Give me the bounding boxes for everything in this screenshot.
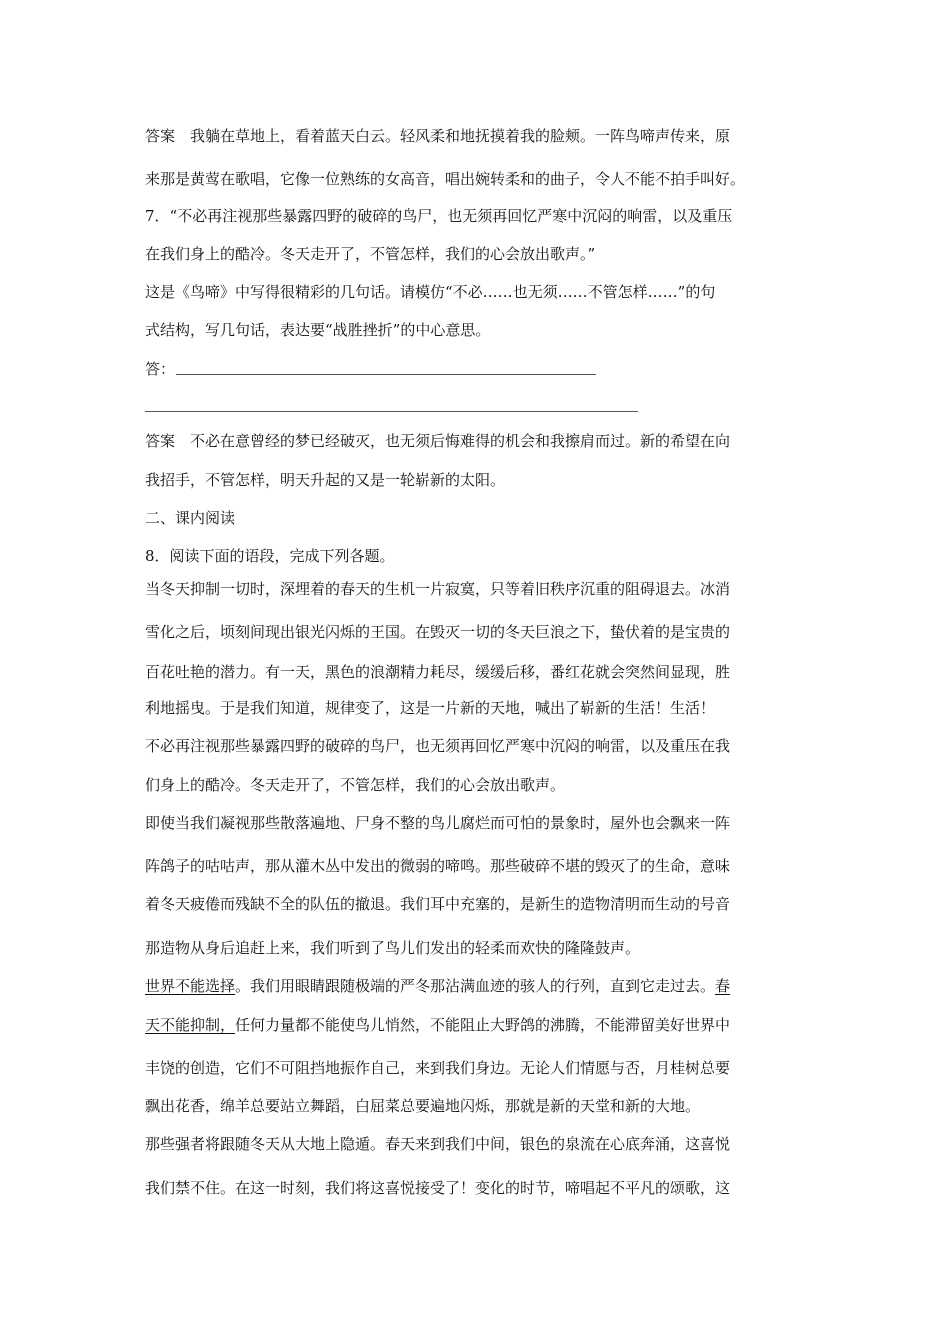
underlined-phrase: 天不能抑制， (145, 1016, 236, 1034)
question-8-prompt: 8．阅读下面的语段，完成下列各题。 (145, 547, 395, 565)
passage-line (145, 1015, 810, 1035)
passage-line: 利地摇曳。于是我们知道，规律变了，这是一片新的天地，喊出了崭新的生活！生活！ (145, 699, 716, 717)
answer-line: 答案 我躺在草地上，看着蓝天白云。轻风柔和地抚摸着我的脸颊。一阵鸟啼声传来，原 (145, 127, 731, 145)
question-7-line: 这是《鸟啼》中写得很精彩的几句话。请模仿“不必……也无须……不管怎样……”的句 (145, 283, 716, 301)
passage-text: 。我们用眼睛跟随极端的严冬那沾满血迹的骇人的行列，直到它走过去。 (235, 977, 716, 995)
passage-line: 百花吐艳的潜力。有一天，黑色的浪潮精力耗尽，缓缓后移，番红花就会突然间显现，胜 (145, 663, 731, 681)
answer-line: 我招手，不管怎样，明天升起的又是一轮崭新的太阳。 (145, 471, 506, 489)
passage-line: 我们禁不住。在这一时刻，我们将这喜悦接受了！变化的时节，啼唱起不平凡的颂歌，这 (145, 1179, 731, 1197)
answer-label: 答： (145, 360, 176, 378)
passage-line: 那造物从身后追赶上来，我们听到了鸟儿们发出的轻柔而欢快的隆隆鼓声。 (145, 939, 641, 957)
passage-line: 阵鸽子的咕咕声，那从灌木丛中发出的微弱的啼鸣。那些破碎不堪的毁灭了的生命，意味 (145, 857, 731, 875)
passage-text: 任何力量都不能使鸟儿悄然，不能阻止大野鸽的沸腾，不能滞留美好世界中 (235, 1016, 731, 1034)
passage-line (145, 976, 810, 996)
passage-line: 着冬天疲倦而残缺不全的队伍的撤退。我们耳中充塞的，是新生的造物清明而生动的号音 (145, 895, 731, 913)
passage-line: 当冬天抑制一切时，深埋着的春天的生机一片寂寞，只等着旧秩序沉重的阻碍退去。冰消 (145, 580, 731, 598)
section-heading: 二、课内阅读 (145, 509, 236, 527)
question-7-line: 7．“不必再注视那些暴露四野的破碎的鸟尸，也无须再回忆严寒中沉闷的响雷，以及重压 (145, 207, 733, 225)
answer-blank-line (176, 374, 596, 375)
underlined-phrase: 春 (715, 977, 731, 995)
passage-line: 们身上的酷冷。冬天走开了，不管怎样，我们的心会放出歌声。 (145, 776, 566, 794)
passage-line: 飘出花香，绵羊总要站立舞蹈，白屈菜总要遍地闪烁，那就是新的天堂和新的大地。 (145, 1097, 701, 1115)
underlined-phrase: 世界不能选择 (145, 977, 236, 995)
passage-line: 不必再注视那些暴露四野的破碎的鸟尸，也无须再回忆严寒中沉闷的响雷，以及重压在我 (145, 737, 731, 755)
passage-line: 即使当我们凝视那些散落遍地、尸身不整的鸟儿腐烂而可怕的景象时，屋外也会飘来一阵 (145, 814, 731, 832)
answer-line: 答案 不必在意曾经的梦已经破灭，也无须后悔难得的机会和我擦肩而过。新的希望在向 (145, 432, 731, 450)
passage-line: 那些强者将跟随冬天从大地上隐遁。春天来到我们中间，银色的泉流在心底奔涌，这喜悦 (145, 1135, 731, 1153)
question-7-line: 在我们身上的酷冷。冬天走开了，不管怎样，我们的心会放出歌声。” (145, 245, 596, 263)
passage-line: 丰饶的创造，它们不可阻挡地振作自己，来到我们身边。无论人们情愿与否，月桂树总要 (145, 1059, 731, 1077)
answer-line: 来那是黄莺在歌唱，它像一位熟练的女高音，唱出婉转柔和的曲子，令人不能不拍手叫好。 (145, 170, 746, 188)
answer-blank-line (145, 411, 638, 412)
question-7-line: 式结构，写几句话，表达要“战胜挫折”的中心意思。 (145, 321, 491, 339)
passage-line: 雪化之后，顷刻间现出银光闪烁的王国。在毁灭一切的冬天巨浪之下，蛰伏着的是宝贵的 (145, 623, 731, 641)
